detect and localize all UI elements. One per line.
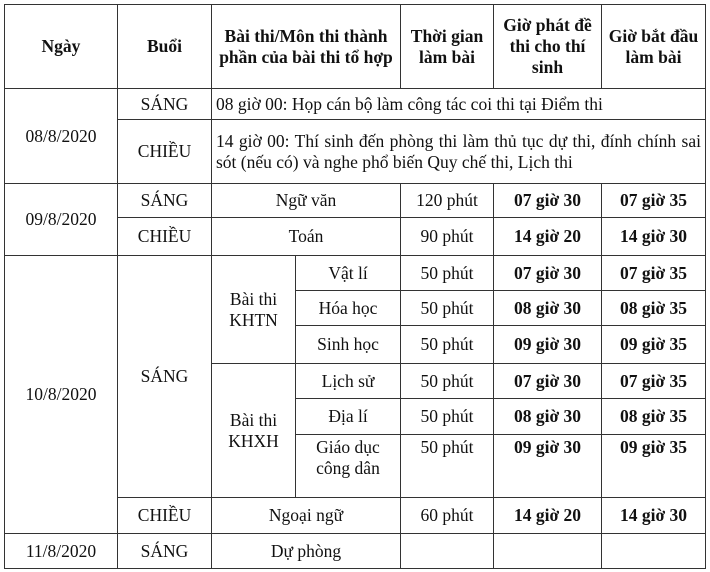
subject-cell: Dự phòng — [212, 534, 401, 569]
session-cell: CHIỀU — [118, 218, 212, 256]
duration-cell: 50 phút — [401, 291, 494, 326]
group-cell-khtn: Bài thi KHTN — [212, 256, 296, 364]
duration-cell: 50 phút — [401, 399, 494, 435]
group-cell-khxh: Bài thi KHXH — [212, 364, 296, 498]
paper-time-cell: 08 giờ 30 — [494, 399, 602, 435]
subject-cell: Ngữ văn — [212, 184, 401, 218]
paper-time-cell: 09 giờ 30 — [494, 326, 602, 364]
start-time-cell: 09 giờ 35 — [602, 435, 706, 498]
paper-time-cell: 07 giờ 30 — [494, 184, 602, 218]
session-cell: SÁNG — [118, 256, 212, 498]
paper-time-cell: 14 giờ 20 — [494, 498, 602, 534]
table-row — [5, 89, 706, 120]
subject-cell: Sinh học — [296, 326, 401, 364]
subject-cell: Toán — [212, 218, 401, 256]
start-time-cell: 08 giờ 35 — [602, 399, 706, 435]
duration-cell: 120 phút — [401, 184, 494, 218]
exam-schedule-document — [4, 4, 706, 569]
subject-cell: Địa lí — [296, 399, 401, 435]
subject-cell: Lịch sử — [296, 364, 401, 399]
duration-cell: 90 phút — [401, 218, 494, 256]
header-row — [5, 5, 706, 89]
header-paper-time: Giờ phát đề thi cho thí sinh — [494, 5, 602, 89]
duration-cell: 50 phút — [401, 435, 494, 498]
paper-time-cell: 07 giờ 30 — [494, 364, 602, 399]
header-subject: Bài thi/Môn thi thành phần của bài thi tổ hợp — [212, 5, 401, 89]
start-time-cell: 09 giờ 35 — [602, 326, 706, 364]
date-cell: 10/8/2020 — [5, 256, 118, 534]
paper-time-cell: 07 giờ 30 — [494, 256, 602, 291]
start-time-cell: 07 giờ 35 — [602, 364, 706, 399]
duration-cell: 60 phút — [401, 498, 494, 534]
table-row — [5, 256, 706, 291]
session-cell: SÁNG — [118, 184, 212, 218]
table-row — [5, 184, 706, 218]
table-row — [5, 534, 706, 569]
session-cell: CHIỀU — [118, 498, 212, 534]
header-duration: Thời gian làm bài — [401, 5, 494, 89]
session-cell: SÁNG — [118, 89, 212, 120]
duration-cell — [401, 534, 494, 569]
duration-cell: 50 phút — [401, 256, 494, 291]
exam-schedule-table — [4, 4, 706, 569]
date-cell: 09/8/2020 — [5, 184, 118, 256]
note-cell: 08 giờ 00: Họp cán bộ làm công tác coi thi tại Điểm thi — [212, 89, 706, 120]
start-time-cell: 14 giờ 30 — [602, 498, 706, 534]
start-time-cell: 07 giờ 35 — [602, 184, 706, 218]
date-cell: 11/8/2020 — [5, 534, 118, 569]
start-time-cell: 07 giờ 35 — [602, 256, 706, 291]
paper-time-cell: 08 giờ 30 — [494, 291, 602, 326]
note-cell: 14 giờ 00: Thí sinh đến phòng thi làm thủ tục dự thi, đính chính sai sót (nếu có) và nghe phổ biến Quy chế thi, Lịch thi — [212, 120, 706, 184]
duration-cell: 50 phút — [401, 326, 494, 364]
start-time-cell: 14 giờ 30 — [602, 218, 706, 256]
date-cell: 08/8/2020 — [5, 89, 118, 184]
paper-time-cell: 14 giờ 20 — [494, 218, 602, 256]
header-start-time: Giờ bắt đầu làm bài — [602, 5, 706, 89]
paper-time-cell — [494, 534, 602, 569]
subject-cell: Ngoại ngữ — [212, 498, 401, 534]
header-session: Buổi — [118, 5, 212, 89]
duration-cell: 50 phút — [401, 364, 494, 399]
subject-cell: Vật lí — [296, 256, 401, 291]
session-cell: SÁNG — [118, 534, 212, 569]
subject-cell: Hóa học — [296, 291, 401, 326]
start-time-cell — [602, 534, 706, 569]
subject-cell: Giáo dục công dân — [296, 435, 401, 498]
header-date: Ngày — [5, 5, 118, 89]
session-cell: CHIỀU — [118, 120, 212, 184]
paper-time-cell: 09 giờ 30 — [494, 435, 602, 498]
start-time-cell: 08 giờ 35 — [602, 291, 706, 326]
